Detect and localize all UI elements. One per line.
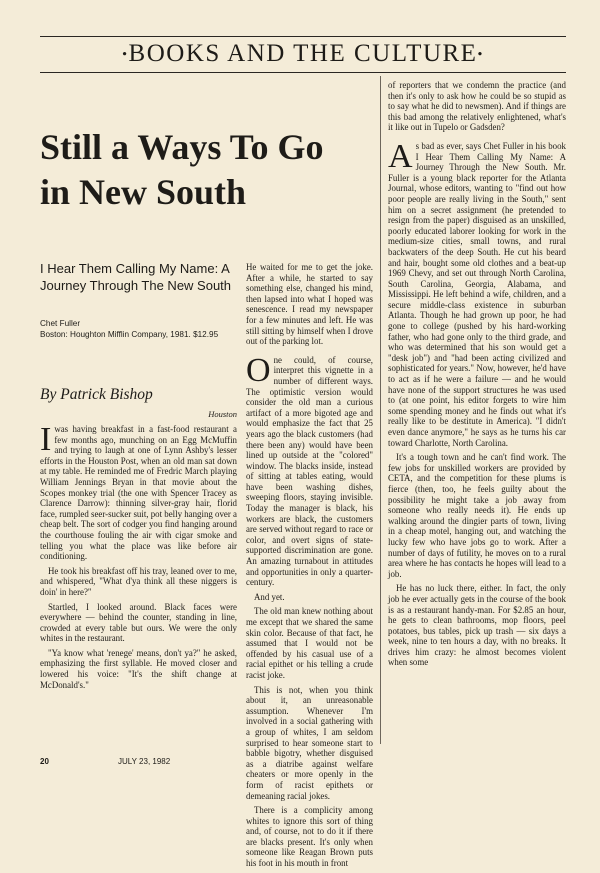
paragraph [246, 351, 373, 588]
paragraph-text: s bad as ever, says Chet Fuller in his book I Hear Them Calling My Name: A Journey Through the New South. Mr. Fuller is a young black reporter for the Atlanta Journal, whose editors, wanting to "find out how poor people are really living in the South," sent him on a secret assignment (he pretended to resign from the paper) disguised as an unskilled, poorly educated laborer looking for work in the medium-size cities, small towns, and rural backwaters of the deep South. He cut his beard and hair, bought some old clothes and a beat-up 1969 Chevy, and set out through North Carolina, South Carolina, Georgia, Alabama, and Mississippi. He left behind a wife, children, and a secure middle-class existence in suburban Atlanta. Though he had grown up poor, he had gone to college (pushed by his hard-working father, who had gone only to the third grade, and who was determined that his son would get a "desk job") and "had been acting civilized and sophisticated for years." Now, however, he'd have to act as if he were a failure — and he would have none of the support structures he was used to (at one point, his editor forgets to wire him some spending money and he finds out what it's really like to be destitute in America). "I didn't even dance anymore," he says as he turns his car toward Charlotte, North Carolina. [388, 140, 566, 448]
section-title-dot-right: • [477, 47, 484, 63]
paragraph: The old man knew nothing about me except that we shared the same skin color. Because of that fact, he assumed that I would not be offended by his casual use of a racial epithet or his telling a crude racist joke. [246, 606, 373, 680]
paragraph-text: ne could, of course, interpret this vignette in a number of different ways. The optimistic version would consider the old man a curious artifact of a more bigoted age and would emphasize the fact that 25 years ago the black customers (had there been any) would have been lined up outside at the "colored" window. The blacks inside, instead of sitting at tables eating, would have been washing dishes, sweeping floors, staying invisible. Today the manager is black, his workers are black, the customers are served without regard to race or color, and overt signs of state-supported discrimination are gone. An amazing turnabout in attitudes and opportunities in only a quarter-century. [246, 354, 373, 588]
header-top-rule [40, 36, 566, 37]
paragraph: He took his breakfast off his tray, leaned over to me, and whispered, "What d'ya think all these niggers is doin' in here?" [40, 565, 237, 597]
book-publisher: Boston: Houghton Mifflin Company, 1981. $12.95 [40, 330, 219, 339]
section-title-text: BOOKS AND THE CULTURE [128, 40, 478, 67]
paragraph: It's a tough town and he can't find work. The few jobs for unskilled workers are provided by CETA, and the competition for these plums is fierce (then, too, he feels guilty about the possibility he might take a job away from someone who really needs it). He ends up walking around the dingier parts of town, living in a cheap motel, hanging out, and watching the lucky few who have jobs go to work. After a number of days of futility, he moves on to a rural area where he has contacts he hopes will lead to a job. [388, 452, 566, 579]
paragraph: "Ya know what 'renege' means, don't ya?" he asked, emphasizing the first syllable. He moved closer and lowered his voice: "It's the shift change at McDonald's." [40, 647, 237, 690]
book-title: I Hear Them Calling My Name: A Journey Through The New South [40, 261, 232, 293]
page-number: 20 [40, 757, 49, 766]
column-rule [380, 76, 381, 744]
paragraph: He has no luck there, either. In fact, the only job he ever actually gets in the course of the book is as a restaurant handy-man. For $2.85 an hour, he gets to clean bathrooms, mop floors, peel potatoes, bus tables, pick up trash — six days a week, nine to ten hours a day, with no breaks. It drives him crazy: he almost becomes violent when some [388, 583, 566, 668]
section-title-dot-left: • [122, 47, 129, 63]
drop-cap: A [388, 137, 413, 175]
headline-line-1: Still a Ways To Go [40, 127, 324, 167]
section-title [40, 40, 566, 69]
publication-info [40, 318, 236, 340]
headline-line-2: in New South [40, 172, 247, 212]
paragraph: He waited for me to get the joke. After a while, he started to say something else, changed his mind, then lapsed into what I hoped was senescence. I read my newspaper for a few minutes and left. He was still sitting by himself when I drove out of the parking lot. [246, 262, 373, 347]
dateline: Houston [208, 409, 237, 419]
paragraph: There is a complicity among whites to ignore this sort of thing and, of course, not to do it if there are blacks present. It's only when someone like Reagan Brown puts his foot in his mouth in front [246, 805, 373, 869]
paragraph: And yet. [254, 591, 285, 602]
issue-date: JULY 23, 1982 [118, 757, 171, 766]
paragraph: Startled, I looked around. Black faces were everywhere — behind the counter, standing in line, crowded at every table but ours. We were the only whites in the restaurant. [40, 601, 237, 644]
paragraph: This is not, when you think about it, an unreasonable assumption. Whenever I'm involved in a social gathering with a group of whites, I am seldom surprised to hear someone start to babble bigotry, whether disguised as a diatribe against welfare cheaters or more openly in the form of racist epithets or demeaning racial jokes. [246, 684, 373, 801]
drop-cap: O [246, 351, 271, 389]
column-1 [40, 421, 237, 694]
paragraph-text: was having breakfast in a fast-food restaurant a few months ago, munching on an Egg McMuffin and trying to laugh at one of Lynn Ashby's lesser efforts in the Houston Post, when an old man sat down at my table. He reminded me of Fredric March playing William Jennings Bryan in that movie about the Scopes monkey trial (the one with Spencer Tracey as Clarence Darrow): thinning silver-gray hair, florid face, rumpled seer-sucker suit, pot belly hanging over a cheap belt. The sort of codger you find hanging around the courthouse fouling the air with cigar smoke and telling you what the place was like before air conditioning. [40, 424, 237, 562]
column-2 [246, 262, 373, 873]
drop-cap: I [40, 421, 52, 458]
header-bottom-rule [40, 72, 566, 73]
paragraph: of reporters that we condemn the practice (and then it's only to ask how he could be so stupid as to say what he did to newsmen). And if things are this bad among the relatively enlightened, what's it like out in Tupelo or Gadsden? [388, 80, 566, 133]
column-3 [388, 80, 566, 672]
byline: By Patrick Bishop [40, 386, 153, 403]
book-author: Chet Fuller [40, 319, 81, 328]
headline [40, 125, 370, 215]
paragraph [388, 137, 566, 448]
paragraph [40, 421, 237, 562]
